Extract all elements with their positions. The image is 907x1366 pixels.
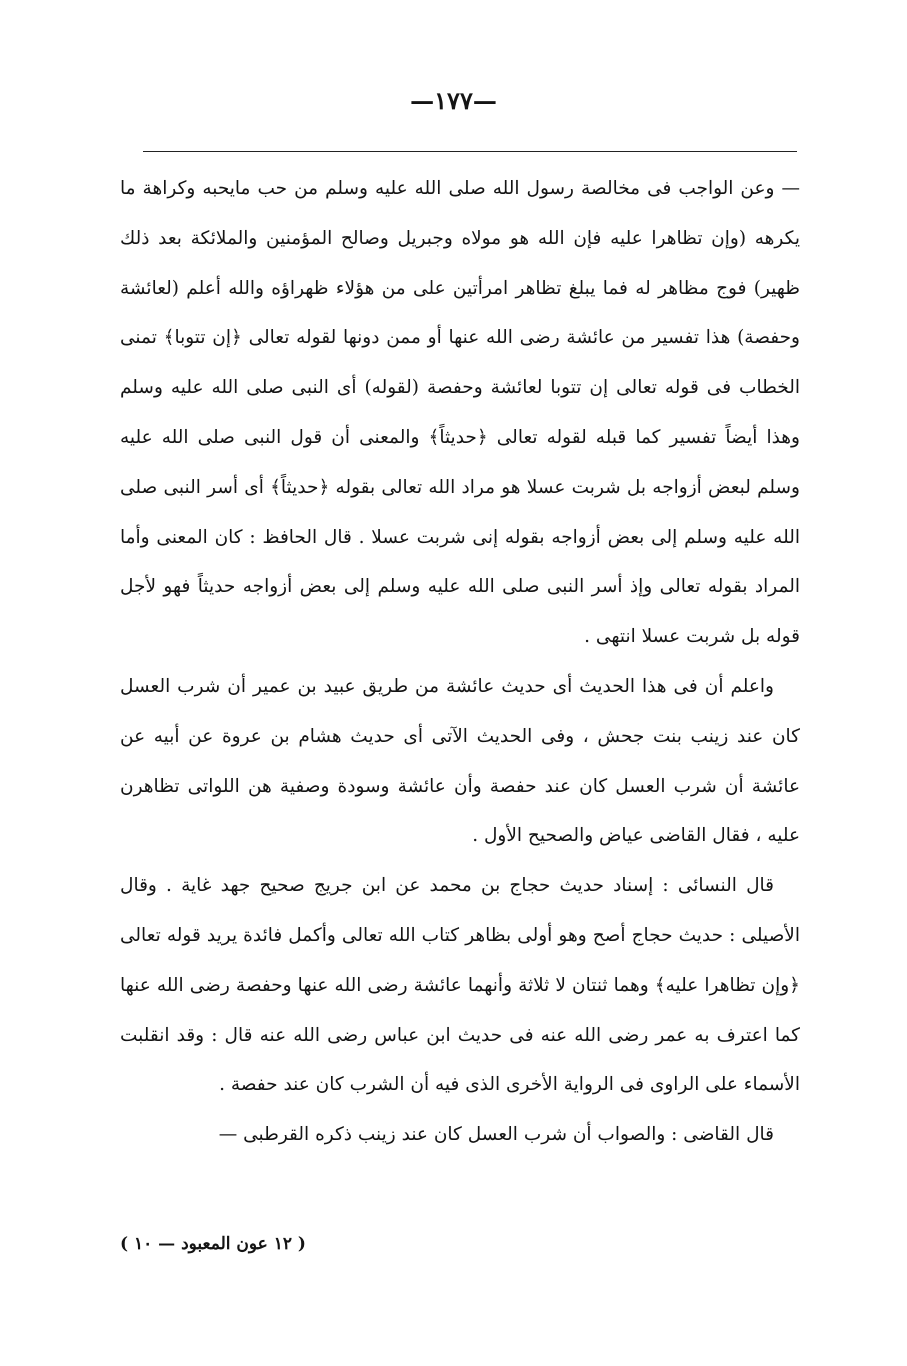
header-rule xyxy=(143,151,797,152)
paragraph: واعلم أن فى هذا الحديث أى حديث عائشة من طريق عبيد بن عمير أن شرب العسل كان عند زينب بنت جحش ، وفى الحديث الآتى أى حديث هشام بن عروة عن أبيه عن عائشة أن شرب العسل كان عند حفصة وأن عائشة وسودة وصفية هن اللواتى تظاهرن عليه ، فقال القاضى عياض والصحيح الأول . xyxy=(120,675,800,847)
paragraph: قال القاضى : والصواب أن شرب العسل كان عند زينب ذكره القرطبى — xyxy=(218,1124,774,1146)
paragraph: قال النسائى : إسناد حديث حجاج بن محمد عن ابن جريج صحيح جهد غاية . وقال الأصيلى : حديث حجاج أصح وهو أولى بظاهر كتاب الله تعالى وأكمل فائدة يريد قوله تعالى ﴿وإن تظاهرا عليه﴾ وهما ثنتان لا ثلاثة وأنهما عائشة رضى الله عنها وحفصة رضى الله عنها كما اعترف به عمر رضى الله عنه فى حديث ابن عباس رضى الله عنه قال : وقد انقلبت الأسماء على الراوى فى الرواية الأخرى الذى فيه أن الشرب كان عند حفصة . xyxy=(120,875,800,1096)
paragraph: — وعن الواجب فى مخالصة رسول الله صلى الله عليه وسلم من حب مايحبه وكراهة ما يكرهه (وإن تظاهرا عليه فإن الله هو مولاه وجبريل وصالح المؤمنين والملائكة بعد ذلك ظهير) فوج مظاهر له فما يبلغ تظاهر امرأتين على من هؤلاء ظهراؤه والله أعلم (لعائشة وحفصة) هذا تفسير من عائشة رضى الله عنها أو ممن دونها لقوله تعالى ﴿إن تتوبا﴾ تمنى الخطاب فى قوله تعالى إن تتوبا لعائشة وحفصة (لقوله) أى النبى صلى الله عليه وسلم وهذا أيضاً تفسير كما قبله لقوله تعالى ﴿حديثاً﴾ والمعنى أن قول النبى صلى الله عليه وسلم لبعض أزواجه بل شربت عسلا هو مراد الله تعالى بقوله ﴿حديثاً﴾ أى أسر النبى صلى الله عليه وسلم إلى بعض أزواجه بقوله إنى شربت عسلا . قال الحافظ : كان المعنى وأما المراد بقوله تعالى وإذ أسر النبى صلى الله عليه وسلم إلى بعض أزواجه حديثاً فهو لأجل قوله بل شربت عسلا انتهى . xyxy=(120,178,800,648)
body-text xyxy=(120,164,800,1160)
page-footer-signature: ( ١٢ عون المعبود — ١٠ ) xyxy=(120,1234,306,1254)
page-number: —١٧٧— xyxy=(410,86,497,115)
